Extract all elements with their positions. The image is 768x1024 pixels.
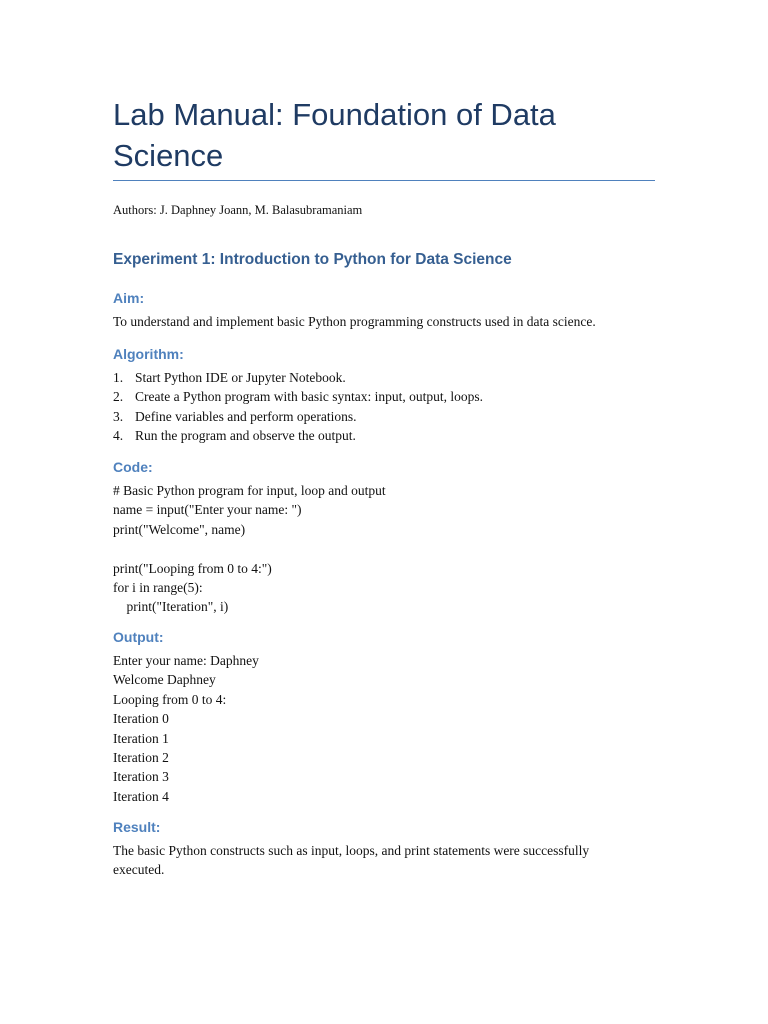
aim-heading: Aim:	[113, 290, 145, 306]
output-line: Welcome Daphney	[113, 672, 216, 688]
list-text: Run the program and observe the output.	[135, 428, 356, 444]
output-line: Looping from 0 to 4:	[113, 691, 227, 707]
code-heading: Code:	[113, 459, 153, 475]
list-text: Create a Python program with basic syntax: input, output, loops.	[135, 389, 483, 405]
output-line: Iteration 3	[113, 769, 169, 785]
code-line: name = input("Enter your name: ")	[113, 502, 302, 518]
code-line: print("Looping from 0 to 4:")	[113, 560, 272, 576]
list-number: 3.	[113, 408, 124, 424]
output-line: Iteration 2	[113, 750, 169, 766]
list-number: 4.	[113, 428, 124, 444]
code-line	[113, 539, 658, 558]
list-number: 2.	[113, 389, 124, 405]
code-block	[113, 481, 658, 617]
list-item	[113, 426, 483, 445]
document-title: Lab Manual: Foundation of Data Science	[113, 97, 556, 173]
result-heading: Result:	[113, 819, 161, 835]
list-item	[113, 387, 483, 406]
list-item	[113, 407, 483, 426]
authors-line: Authors: J. Daphney Joann, M. Balasubramaniam	[113, 203, 363, 217]
list-text: Define variables and perform operations.	[135, 408, 357, 424]
algorithm-heading: Algorithm:	[113, 346, 184, 362]
output-heading: Output:	[113, 629, 164, 645]
output-line: Iteration 0	[113, 711, 169, 727]
list-text: Start Python IDE or Jupyter Notebook.	[135, 370, 346, 385]
output-line: Iteration 1	[113, 730, 169, 746]
aim-text: To understand and implement basic Python programming constructs used in data science.	[113, 314, 596, 329]
output-line: Iteration 4	[113, 788, 169, 804]
output-block	[113, 651, 658, 806]
list-item	[113, 368, 483, 387]
list-number: 1.	[113, 370, 124, 385]
code-line: print("Welcome", name)	[113, 521, 246, 537]
result-text: The basic Python constructs such as input, loops, and print statements were successfully executed.	[113, 843, 590, 878]
code-line: print("Iteration", i)	[113, 599, 229, 615]
experiment-heading: Experiment 1: Introduction to Python for Data Science	[113, 251, 512, 268]
code-line: # Basic Python program for input, loop and output	[113, 483, 386, 498]
title-divider	[113, 180, 655, 181]
code-line: for i in range(5):	[113, 580, 203, 596]
output-line: Enter your name: Daphney	[113, 653, 259, 668]
algorithm-list	[113, 368, 483, 446]
